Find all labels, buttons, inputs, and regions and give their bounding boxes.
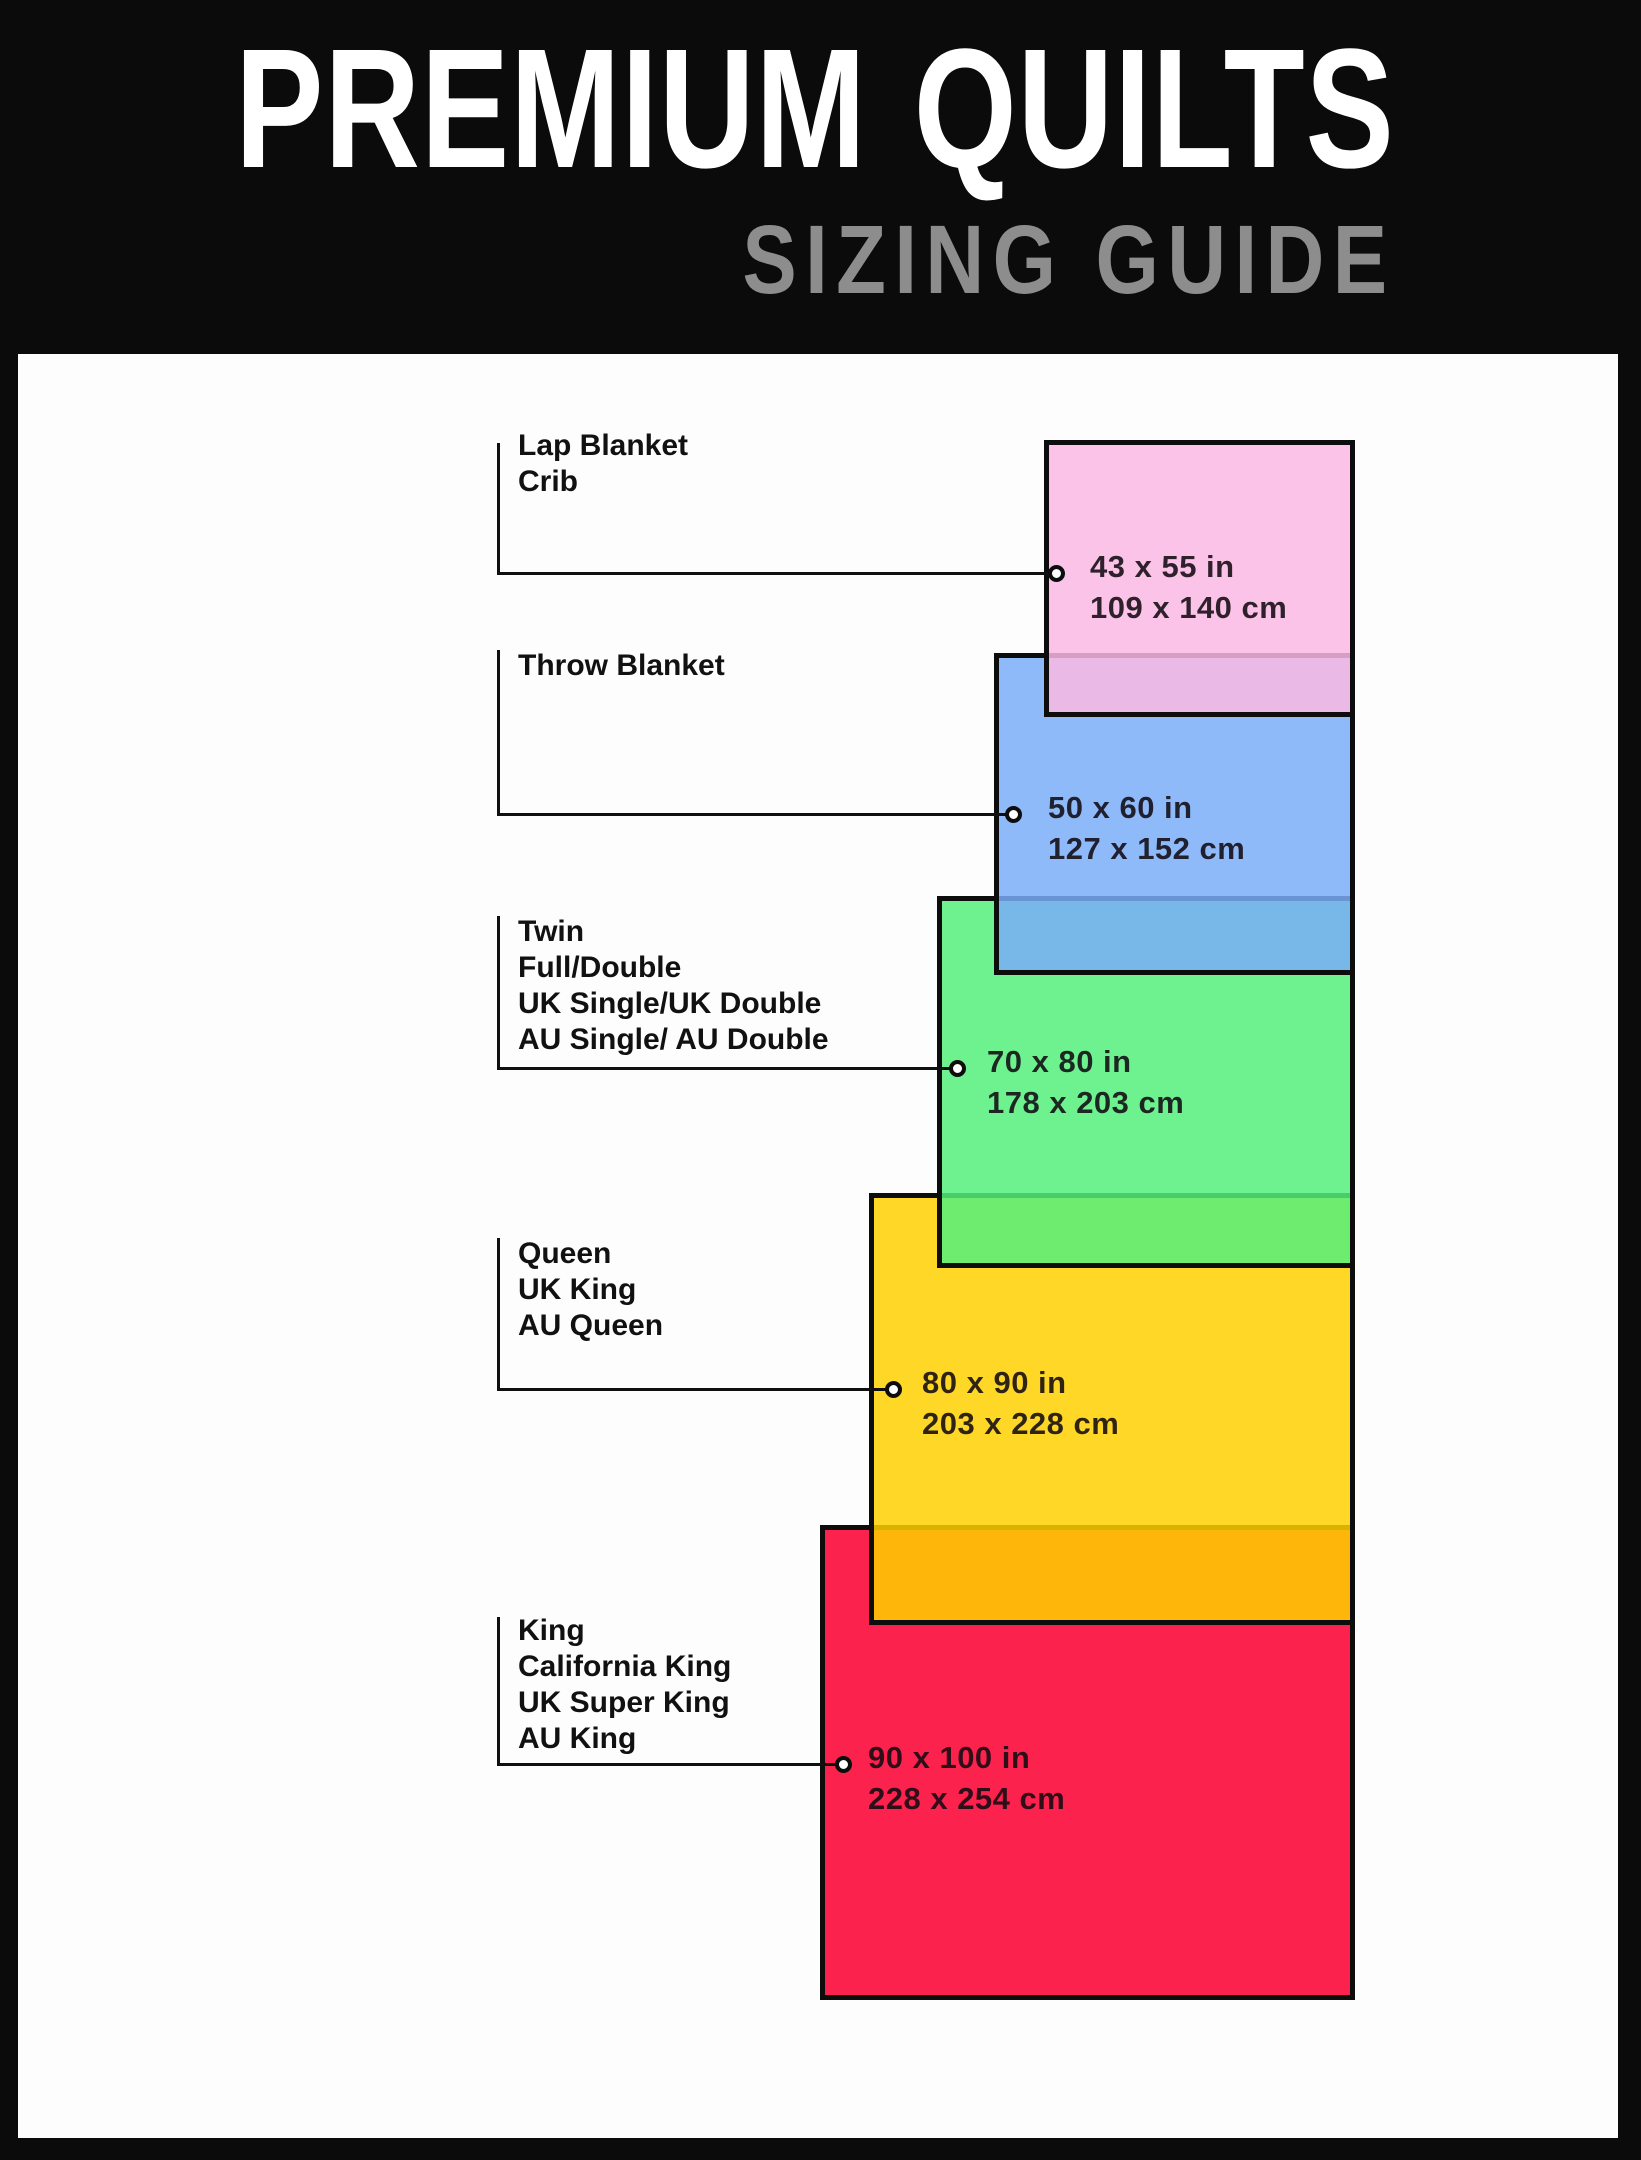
- size-label-lap: [518, 428, 688, 500]
- leader-dot-lap: [1048, 565, 1065, 582]
- leader-vline-king: [497, 1617, 500, 1766]
- size-label-king: [518, 1613, 731, 1757]
- size-label-line: King: [518, 1614, 585, 1647]
- size-label-line: AU Queen: [518, 1309, 664, 1342]
- leader-vline-queen: [497, 1238, 500, 1391]
- dims-inches: 43 x 55 in: [1090, 549, 1235, 584]
- page-subtitle: SIZING GUIDE: [741, 205, 1395, 314]
- leader-vline-throw: [497, 650, 500, 816]
- leader-hline-throw: [497, 813, 1013, 816]
- dims-inches: 90 x 100 in: [868, 1740, 1031, 1775]
- size-label-throw: [518, 648, 725, 684]
- leader-dot-twin: [949, 1060, 966, 1077]
- dims-inches: 70 x 80 in: [987, 1044, 1132, 1079]
- dims-inches: 80 x 90 in: [922, 1365, 1067, 1400]
- dims-cm: 109 x 140 cm: [1090, 590, 1288, 625]
- dims-inches: 50 x 60 in: [1048, 790, 1193, 825]
- leader-vline-twin: [497, 916, 500, 1070]
- size-label-line: Throw Blanket: [518, 649, 725, 682]
- page-title: PREMIUM QUILTS: [235, 14, 1395, 204]
- size-dims-throw: [1048, 787, 1245, 869]
- size-label-line: AU King: [518, 1722, 637, 1755]
- leader-dot-king: [835, 1756, 852, 1773]
- size-dims-twin: [987, 1041, 1184, 1123]
- size-label-line: Twin: [518, 915, 585, 948]
- leader-hline-twin: [497, 1067, 957, 1070]
- leader-dot-queen: [885, 1381, 902, 1398]
- size-label-line: UK Single/UK Double: [518, 987, 822, 1020]
- dims-cm: 228 x 254 cm: [868, 1781, 1066, 1816]
- content-panel: [18, 354, 1618, 2138]
- size-label-line: UK Super King: [518, 1686, 730, 1719]
- size-label-twin: [518, 914, 829, 1058]
- size-dims-lap: [1090, 546, 1287, 628]
- size-label-line: AU Single/ AU Double: [518, 1023, 829, 1056]
- leader-dot-throw: [1005, 806, 1022, 823]
- dims-cm: 127 x 152 cm: [1048, 831, 1246, 866]
- leader-hline-queen: [497, 1388, 893, 1391]
- size-dims-queen: [922, 1362, 1119, 1444]
- dims-cm: 203 x 228 cm: [922, 1406, 1120, 1441]
- size-label-line: Lap Blanket: [518, 429, 689, 462]
- dims-cm: 178 x 203 cm: [987, 1085, 1185, 1120]
- leader-hline-king: [497, 1763, 843, 1766]
- size-label-line: Full/Double: [518, 951, 682, 984]
- size-label-line: Queen: [518, 1237, 612, 1270]
- leader-vline-lap: [497, 443, 500, 575]
- leader-hline-lap: [497, 572, 1056, 575]
- size-dims-king: [868, 1737, 1065, 1819]
- size-label-queen: [518, 1236, 663, 1344]
- size-label-line: Crib: [518, 465, 578, 498]
- size-label-line: UK King: [518, 1273, 637, 1306]
- size-label-line: California King: [518, 1650, 732, 1683]
